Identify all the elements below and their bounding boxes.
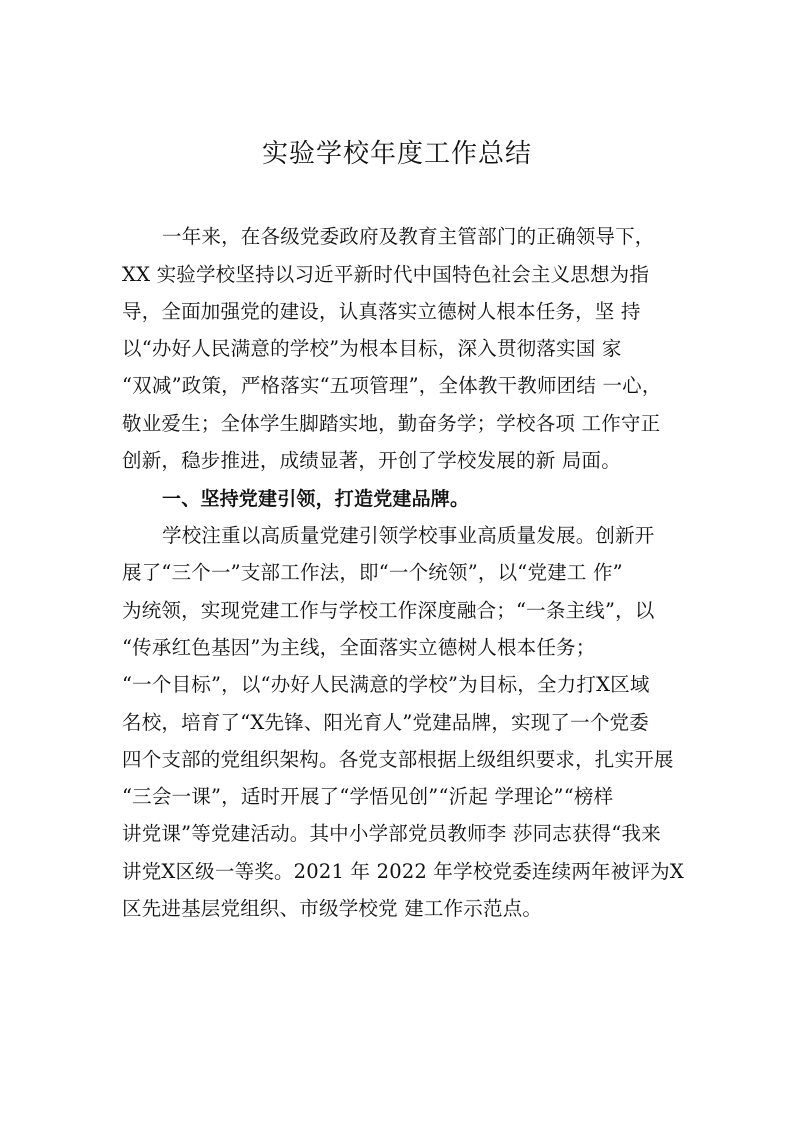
paragraph-line: 讲党X区级一等奖。2021 年 2022 年学校党委连续两年被评为X bbox=[122, 860, 684, 883]
paragraph-line: “一个目标”，以“办好人民满意的学校”为目标，全力打X区域 bbox=[122, 673, 650, 696]
paragraph-line: “三会一课”，适时开展了“学悟见创”“沂起 学理论”“榜样 bbox=[122, 785, 614, 808]
paragraph-line: 敬业爱生；全体学生脚踏实地，勤奋务学；学校各项 工作守正 bbox=[122, 412, 661, 435]
paragraph-line: 导，全面加强党的建设，认真落实立德树人根本任务，坚 持 bbox=[122, 300, 641, 323]
paragraph-line: 展了“三个一”支部工作法，即“一个统领”，以“党建工 作” bbox=[122, 561, 623, 584]
paragraph-line: 四个支部的党组织架构。各党支部根据上级组织要求，扎实开展 bbox=[122, 748, 674, 771]
paragraph-line: 名校，培育了“X先锋、阳光育人”党建品牌，实现了一个党委 bbox=[122, 711, 649, 734]
paragraph-line: 为统领，实现党建工作与学校工作深度融合；“一条主线”，以 bbox=[122, 599, 655, 622]
paragraph-line: 一年来，在各级党委政府及教育主管部门的正确领导下， bbox=[162, 225, 655, 248]
paragraph-line: 以“办好人民满意的学校”为根本目标，深入贯彻落实国 家 bbox=[122, 337, 622, 360]
paragraph-line: 学校注重以高质量党建引领学校事业高质量发展。创新开 bbox=[162, 524, 655, 547]
paragraph-line: 讲党课”等党建活动。其中小学部党员教师李 莎同志获得“我来 bbox=[122, 822, 661, 845]
paragraph-line: XX 实验学校坚持以习近平新时代中国特色社会主义思想为指 bbox=[122, 263, 650, 286]
paragraph-line: 创新，稳步推进，成绩显著，开创了学校发展的新 局面。 bbox=[122, 449, 621, 472]
paragraph-line: “双减”政策，严格落实“五项管理”，全体教干教师团结 一心， bbox=[122, 374, 662, 397]
paragraph-line: 区先进基层党组织、市级学校党 建工作示范点。 bbox=[122, 897, 543, 920]
paragraph-line: “传承红色基因”为主线，全面落实立德树人根本任务； bbox=[122, 636, 596, 659]
page-title: 实验学校年度工作总结 bbox=[261, 139, 532, 169]
section-heading: 一、坚持党建引领，打造党建品牌。 bbox=[162, 488, 470, 510]
